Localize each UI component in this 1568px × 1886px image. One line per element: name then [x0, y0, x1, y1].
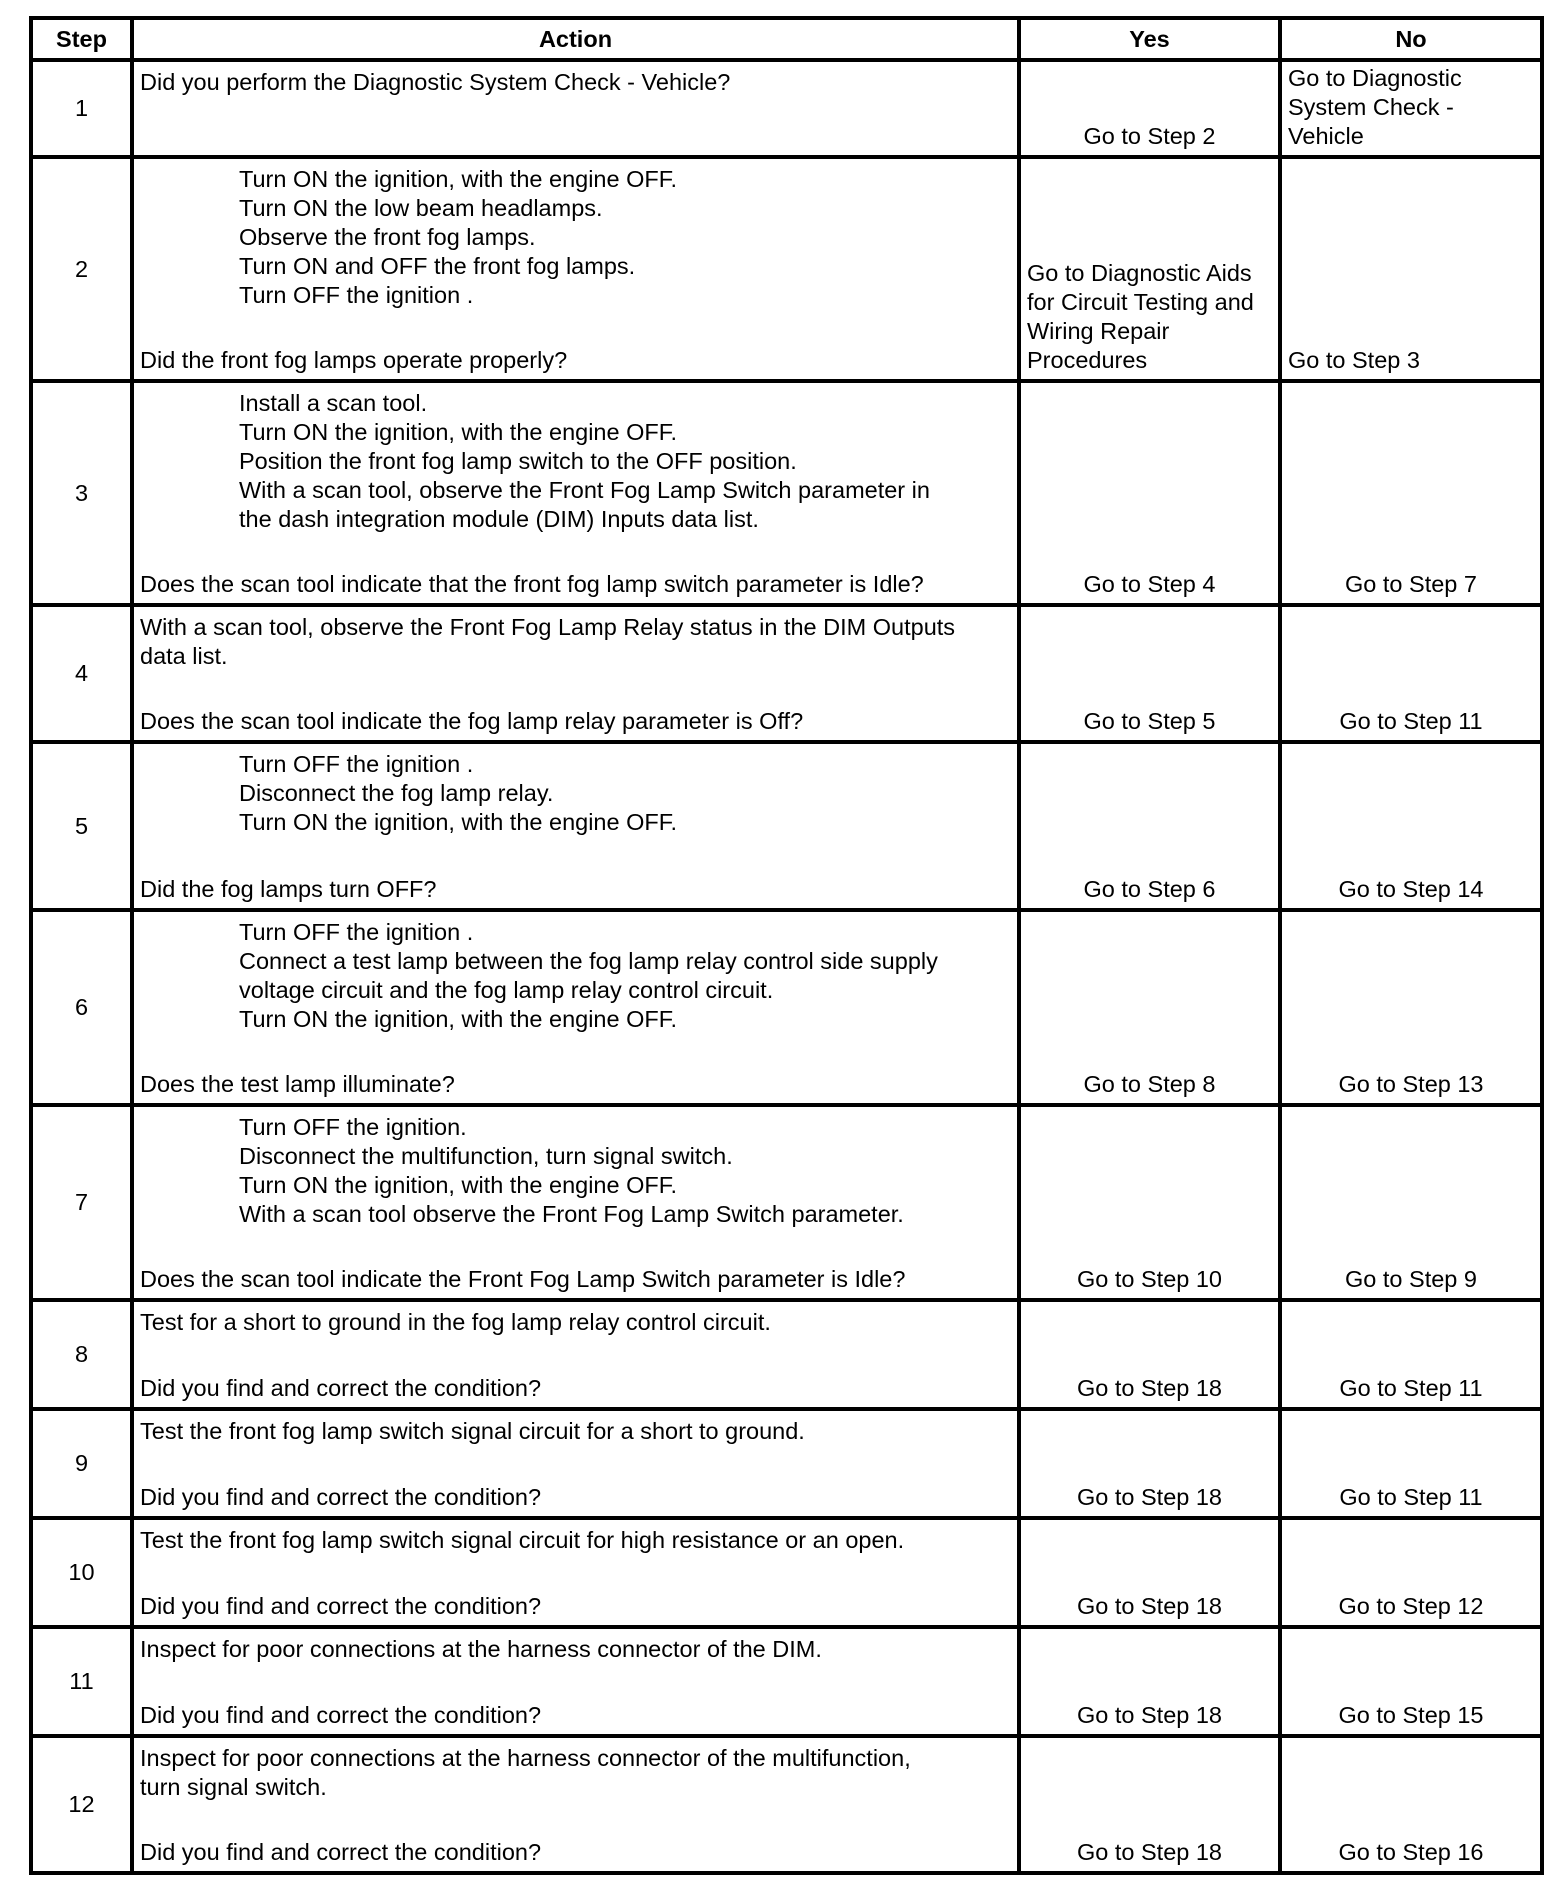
question-text: Did you find and correct the condition?: [140, 1375, 542, 1401]
instruction-item: data list.: [140, 643, 228, 669]
yes-cell: Go to Step 18: [1019, 1300, 1280, 1409]
instruction-item: Inspect for poor connections at the harness connector of the DIM.: [140, 1636, 822, 1662]
question-text: Did you find and correct the condition?: [140, 1702, 542, 1728]
header-no: No: [1280, 18, 1542, 60]
instruction-item: With a scan tool observe the Front Fog Lamp Switch parameter.: [239, 1201, 904, 1227]
step-number: 4: [31, 605, 132, 742]
table-row: [31, 1518, 1542, 1627]
header-action: Action: [132, 18, 1019, 60]
no-cell: Go to Step 12: [1280, 1518, 1542, 1627]
instruction-item: Turn OFF the ignition .: [239, 751, 474, 777]
no-cell: Go to Step 11: [1280, 605, 1542, 742]
instruction-item: With a scan tool, observe the Front Fog Lamp Relay status in the DIM Outputs: [140, 614, 956, 640]
no-cell: Go to Step 11: [1280, 1409, 1542, 1518]
diagnostic-table: [29, 16, 1544, 1875]
question-text: Does the scan tool indicate the fog lamp relay parameter is Off?: [140, 708, 804, 734]
question-text: Did the fog lamps turn OFF?: [140, 876, 437, 902]
instruction-item: Turn ON the ignition, with the engine OFF.: [239, 166, 678, 192]
instruction-item: Observe the front fog lamps.: [239, 224, 536, 250]
instruction-item: Inspect for poor connections at the harness connector of the multifunction,: [140, 1745, 911, 1771]
instruction-item: Disconnect the multifunction, turn signal switch.: [239, 1143, 733, 1169]
instruction-item: Turn OFF the ignition.: [239, 1114, 467, 1140]
instruction-item: Disconnect the fog lamp relay.: [239, 780, 554, 806]
yes-cell: Go to Step 8: [1019, 910, 1280, 1105]
question-text: Did you find and correct the condition?: [140, 1593, 542, 1619]
step-number: 9: [31, 1409, 132, 1518]
table-row: [31, 1409, 1542, 1518]
action-cell: [132, 605, 1019, 742]
instruction-item: Turn ON and OFF the front fog lamps.: [239, 253, 636, 279]
instruction-item: Install a scan tool.: [239, 390, 428, 416]
no-cell: Go to Step 16: [1280, 1736, 1542, 1873]
no-cell: Go to Step 9: [1280, 1105, 1542, 1300]
table-row: [31, 1300, 1542, 1409]
question-text: Did the front fog lamps operate properly?: [140, 347, 568, 373]
instruction-list: [140, 1308, 1011, 1337]
yes-cell: Go to Step 10: [1019, 1105, 1280, 1300]
instruction-item: Turn ON the ignition, with the engine OFF.: [239, 1006, 678, 1032]
instruction-list: [140, 1744, 1011, 1802]
instruction-item: turn signal switch.: [140, 1774, 327, 1800]
question-text: Did you find and correct the condition?: [140, 1839, 542, 1865]
instruction-item: Turn ON the ignition, with the engine OFF.: [239, 809, 678, 835]
no-cell: Go to Step 7: [1280, 381, 1542, 605]
header-yes: Yes: [1019, 18, 1280, 60]
yes-cell: Go to Step 18: [1019, 1736, 1280, 1873]
instruction-list: [140, 613, 1011, 671]
step-number: 8: [31, 1300, 132, 1409]
instruction-item: Test the front fog lamp switch signal circuit for high resistance or an open.: [140, 1527, 905, 1553]
instruction-list: [140, 918, 1011, 1034]
action-cell: [132, 157, 1019, 381]
instruction-item: Test for a short to ground in the fog lamp relay control circuit.: [140, 1309, 771, 1335]
yes-cell: Go to Step 5: [1019, 605, 1280, 742]
no-cell: Go to Step 14: [1280, 742, 1542, 910]
instruction-item: Test the front fog lamp switch signal circuit for a short to ground.: [140, 1418, 805, 1444]
instruction-list: [140, 165, 1011, 310]
table-row: [31, 910, 1542, 1105]
no-cell: Go to Diagnostic System Check - Vehicle: [1280, 60, 1542, 157]
table-row: [31, 742, 1542, 910]
yes-cell: Go to Step 6: [1019, 742, 1280, 910]
header-step: Step: [31, 18, 132, 60]
table-row: [31, 381, 1542, 605]
instruction-list: [140, 1113, 1011, 1229]
instruction-list: [140, 1417, 1011, 1446]
question-text: Does the test lamp illuminate?: [140, 1071, 455, 1097]
action-cell: [132, 742, 1019, 910]
action-cell: [132, 381, 1019, 605]
yes-cell: Go to Step 2: [1019, 60, 1280, 157]
table-row: [31, 1627, 1542, 1736]
step-number: 1: [31, 60, 132, 157]
action-cell: [132, 1105, 1019, 1300]
instruction-item: the dash integration module (DIM) Inputs data list.: [239, 506, 759, 532]
step-number: 10: [31, 1518, 132, 1627]
question-text: Does the scan tool indicate the Front Fog Lamp Switch parameter is Idle?: [140, 1266, 906, 1292]
table-row: [31, 60, 1542, 157]
step-number: 11: [31, 1627, 132, 1736]
step-number: 6: [31, 910, 132, 1105]
step-number: 7: [31, 1105, 132, 1300]
instruction-item: Turn OFF the ignition .: [239, 282, 474, 308]
table-row: [31, 1105, 1542, 1300]
instruction-list: [140, 1526, 1011, 1555]
action-cell: [132, 910, 1019, 1105]
no-cell: Go to Step 15: [1280, 1627, 1542, 1736]
action-cell: [132, 60, 1019, 157]
action-cell: [132, 1736, 1019, 1873]
yes-cell: Go to Step 18: [1019, 1409, 1280, 1518]
question-text: Did you find and correct the condition?: [140, 1484, 542, 1510]
no-cell: Go to Step 3: [1280, 157, 1542, 381]
table-row: [31, 157, 1542, 381]
instruction-item: Turn ON the ignition, with the engine OFF.: [239, 1172, 678, 1198]
instruction-item: Turn ON the low beam headlamps.: [239, 195, 603, 221]
instruction-list: [140, 1635, 1011, 1664]
step-number: 2: [31, 157, 132, 381]
no-cell: Go to Step 13: [1280, 910, 1542, 1105]
no-cell: Go to Step 11: [1280, 1300, 1542, 1409]
instruction-item: Position the front fog lamp switch to the OFF position.: [239, 448, 797, 474]
question-text: Does the scan tool indicate that the front fog lamp switch parameter is Idle?: [140, 571, 924, 597]
instruction-item: With a scan tool, observe the Front Fog Lamp Switch parameter in: [239, 477, 930, 503]
table-row: [31, 605, 1542, 742]
step-number: 3: [31, 381, 132, 605]
instruction-list: [140, 389, 1011, 534]
instruction-item: voltage circuit and the fog lamp relay control circuit.: [239, 977, 774, 1003]
step-number: 5: [31, 742, 132, 910]
table-row: [31, 1736, 1542, 1873]
yes-cell: Go to Diagnostic Aids for Circuit Testing and Wiring Repair Procedures: [1019, 157, 1280, 381]
question-text: Did you perform the Diagnostic System Check - Vehicle?: [140, 69, 731, 95]
action-cell: [132, 1409, 1019, 1518]
yes-cell: Go to Step 18: [1019, 1627, 1280, 1736]
action-cell: [132, 1627, 1019, 1736]
action-cell: [132, 1300, 1019, 1409]
yes-cell: Go to Step 18: [1019, 1518, 1280, 1627]
instruction-list: [140, 750, 1011, 837]
yes-cell: Go to Step 4: [1019, 381, 1280, 605]
instruction-item: Turn OFF the ignition .: [239, 919, 474, 945]
header-row: [31, 18, 1542, 60]
action-cell: [132, 1518, 1019, 1627]
step-number: 12: [31, 1736, 132, 1873]
instruction-item: Turn ON the ignition, with the engine OFF.: [239, 419, 678, 445]
instruction-item: Connect a test lamp between the fog lamp relay control side supply: [239, 948, 938, 974]
